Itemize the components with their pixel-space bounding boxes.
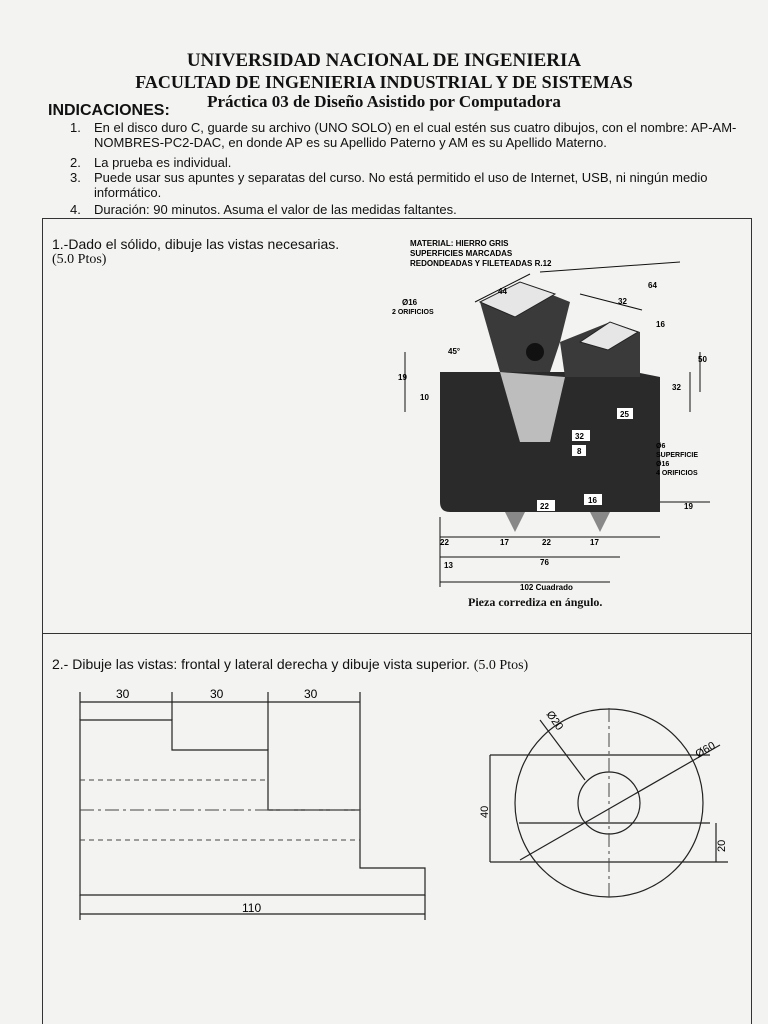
instruction-text: Puede usar sus apuntes y separatas del curso. No está permitido el uso de Internet, USB, ni ningún medio informático.	[94, 170, 708, 200]
dim-76: 76	[540, 558, 549, 567]
drawing-caption: Pieza corrediza en ángulo.	[468, 595, 603, 609]
instruction-4	[70, 202, 760, 218]
question2-text	[52, 656, 528, 674]
instruction-number: 1.	[70, 120, 81, 135]
dim-top-30-1: 30	[116, 687, 130, 701]
dim-side-20: 20	[716, 839, 728, 852]
university-title: UNIVERSIDAD NACIONAL DE INGENIERIA	[186, 50, 582, 71]
dim-32-center: 32	[575, 432, 584, 441]
dim-44: 44	[498, 287, 507, 296]
instruction-text: La prueba es individual.	[94, 155, 232, 170]
right-surface-note: SUPERFICIE	[656, 452, 699, 459]
dim-16-bottom: 16	[588, 496, 597, 505]
faculty-title: FACULTAD DE INGENIERIA INDUSTRIAL Y DE SISTEMAS	[135, 72, 633, 92]
dim-22-a: 22	[440, 538, 449, 547]
dim-16: 16	[656, 320, 665, 329]
right-dia-note: Ø6	[656, 443, 666, 450]
right-holes-note: 4 ORIFICIOS	[656, 470, 698, 477]
dim-17-a: 17	[500, 538, 509, 547]
solid-isometric-drawing	[380, 232, 742, 596]
dim-19-left: 19	[398, 373, 407, 382]
dim-bottom-110: 110	[242, 901, 262, 915]
dim-45-angle: 45°	[448, 347, 461, 356]
dim-32-right: 32	[672, 383, 681, 392]
material-note: MATERIAL: HIERRO GRIS	[410, 239, 509, 248]
question2-points: (5.0 Ptos)	[473, 658, 529, 673]
dim-22-bottom: 22	[540, 502, 549, 511]
practice-title: Práctica 03 de Diseño Asistido por Computadora	[207, 92, 561, 111]
instruction-2	[70, 155, 760, 171]
question2-prompt: 2.- Dibuje las vistas: frontal y lateral derecha y dibuje vista superior.	[52, 656, 470, 672]
instruction-text: Duración: 90 minutos. Asuma el valor de las medidas faltantes.	[94, 202, 457, 217]
rounded-note: REDONDEADAS Y FILETEADAS R.12	[410, 259, 552, 268]
dim-dia-20: Ø20	[543, 708, 566, 733]
dim-dia-60: Ø60	[693, 739, 718, 761]
profile-outline	[80, 720, 425, 895]
holes-count-note: 2 ORIFICIOS	[392, 309, 434, 316]
dim-8: 8	[577, 447, 582, 456]
question1-text: 1.-Dado el sólido, dibuje las vistas necesarias.	[52, 236, 340, 252]
dim-top-30-2: 30	[210, 687, 224, 701]
bottom-feet	[505, 512, 610, 532]
stepped-profile-drawing	[70, 680, 440, 920]
dim-17-b: 17	[590, 538, 599, 547]
square-note: 102 Cuadrado	[520, 583, 573, 592]
dim-top-30-3: 30	[304, 687, 318, 701]
dim-height-40: 40	[479, 805, 491, 818]
surfaces-note: SUPERFICIES MARCADAS	[410, 249, 513, 258]
instruction-number: 3.	[70, 170, 81, 185]
dim-50: 50	[698, 355, 707, 364]
dim-32: 32	[618, 297, 627, 306]
question1-points: (5.0 Ptos)	[52, 252, 107, 267]
dim-10: 10	[420, 393, 429, 402]
instruction-number: 2.	[70, 155, 81, 170]
dim-25: 25	[620, 410, 629, 419]
hole-top	[526, 343, 544, 361]
dim-13: 13	[444, 561, 453, 570]
circular-view-drawing	[470, 700, 740, 910]
dim-22-b: 22	[542, 538, 551, 547]
instruction-3	[70, 170, 760, 202]
instructions-title: INDICACIONES:	[48, 102, 170, 119]
right-dia2-note: Ø16	[656, 461, 670, 468]
holes-dia-note: Ø16	[402, 298, 418, 307]
instruction-text: En el disco duro C, guarde su archivo (UNO SOLO) en el cual estén sus cuatro dibujos, con el nombre: AP-AM-NOMBRES-PC2-DAC, en donde AP es su Apellido Paterno y AM es su Apellido Materno.	[94, 120, 737, 150]
instruction-1	[70, 120, 760, 152]
dim-64: 64	[648, 281, 657, 290]
dim-19-right: 19	[684, 502, 693, 511]
instruction-number: 4.	[70, 202, 81, 217]
